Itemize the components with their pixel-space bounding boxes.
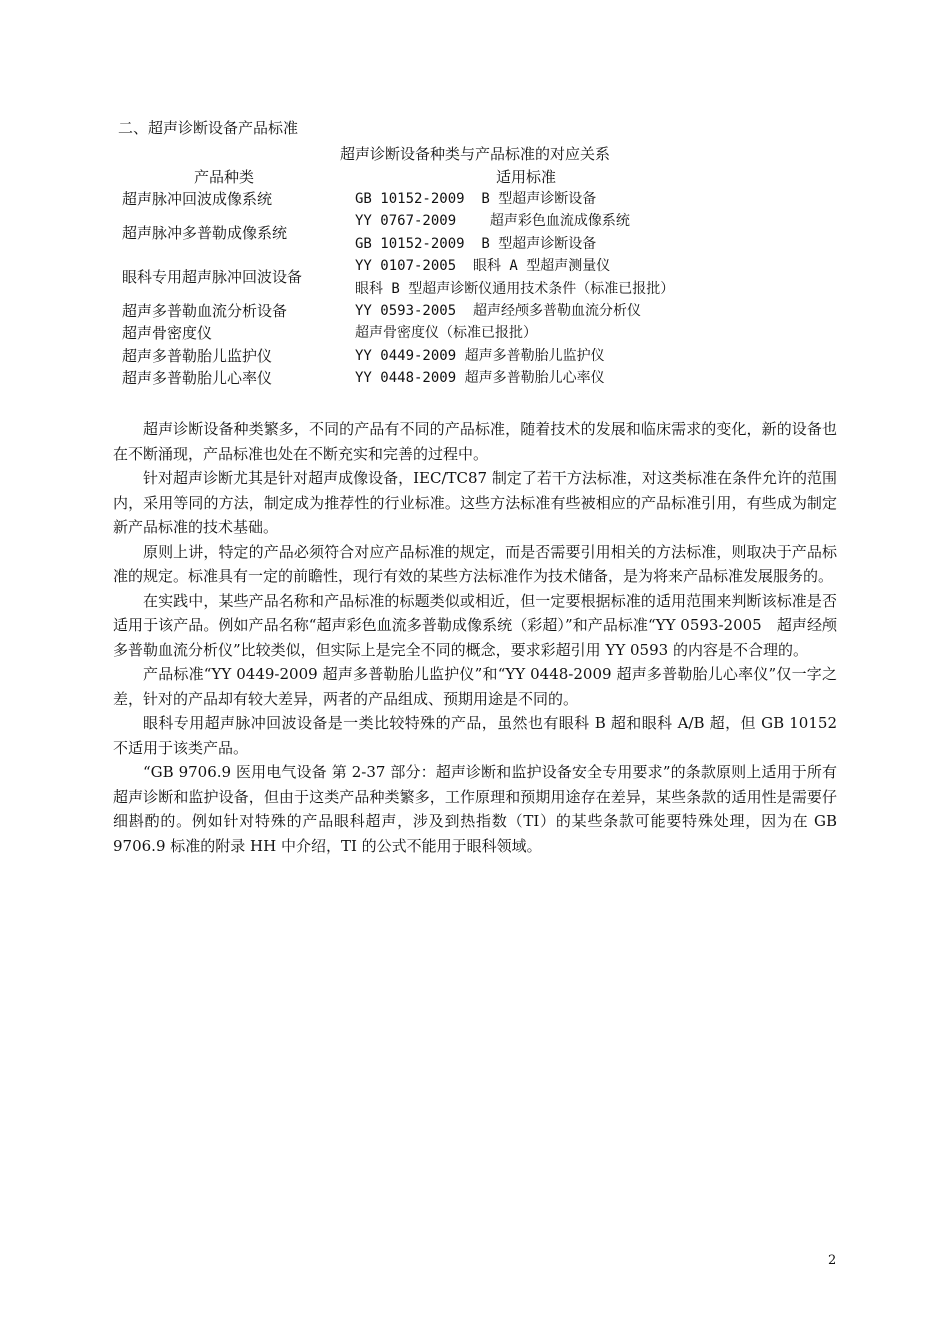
standard-line: YY 0448-2009 超声多普勒胎儿心率仪: [355, 370, 605, 387]
body-paragraph: 原则上讲，特定的产品必须符合对应产品标准的规定，而是否需要引用相关的方法标准，则取决于产品标准的规定。标准具有一定的前瞻性，现行有效的某些方法标准作为技术储备，是为将来产品标准发展服务的。: [113, 542, 837, 585]
table-header-row: [118, 166, 838, 188]
standard-cell: [355, 345, 605, 367]
header-applicable-standard: 适用标准: [496, 168, 557, 186]
standard-line: YY 0767-2009 超声彩色血流成像系统: [355, 213, 630, 230]
table-row: [118, 367, 838, 389]
standard-cell: [355, 367, 605, 389]
section-heading: 二、超声诊断设备产品标准: [118, 119, 299, 137]
standard-cell: [355, 322, 537, 344]
table-row: [118, 300, 838, 322]
body-text: [113, 417, 837, 858]
body-paragraph: 超声诊断设备种类繁多，不同的产品有不同的产品标准，随着技术的发展和临床需求的变化，新的设备也在不断涌现，产品标准也处在不断充实和完善的过程中。: [113, 420, 837, 463]
table-row: [118, 210, 838, 255]
body-paragraph: “GB 9706.9 医用电气设备 第 2-37 部分：超声诊断和监护设备安全专用要求”的条款原则上适用于所有超声诊断和监护设备，但由于这类产品种类繁多，工作原理和预期用途存在差异，某些条款的适用性是需要仔细斟酌的。例如针对特殊的产品眼科超声，涉及到热指数（TI）的某些条款可能要特殊处理，因为在 GB 9706.9 标准的附录 HH 中介绍，TI 的公式不能用于眼科领域。: [113, 763, 837, 855]
product-type-cell: 超声多普勒胎儿心率仪: [122, 369, 273, 388]
standard-line: 超声骨密度仪（标准已报批）: [355, 325, 537, 342]
header-product-type: 产品种类: [194, 168, 255, 186]
body-paragraph: 针对超声诊断尤其是针对超声成像设备，IEC/TC87 制定了若干方法标准，对这类标准在条件允许的范围内，采用等同的方法，制定成为推荐性的行业标准。这些方法标准有些被相应的产品标准引用，有些成为制定新产品标准的技术基础。: [113, 469, 837, 536]
standard-cell: [355, 210, 630, 255]
table-title: 超声诊断设备种类与产品标准的对应关系: [339, 145, 610, 163]
standard-line: GB 10152-2009 B 型超声诊断设备: [355, 191, 597, 207]
standard-cell: [355, 300, 641, 322]
standard-cell: [355, 188, 596, 210]
table-row: [118, 345, 838, 367]
page-number: 2: [828, 1253, 837, 1268]
standard-line: GB 10152-2009 B 型超声诊断设备: [355, 235, 597, 252]
table-body: [118, 188, 838, 390]
standard-line: 眼科 B 型超声诊断仪通用技术条件（标准已报批）: [355, 280, 675, 297]
product-type-cell: 超声多普勒胎儿监护仪: [122, 346, 273, 365]
standard-cell: [355, 255, 674, 300]
body-paragraph: 产品标准“YY 0449-2009 超声多普勒胎儿监护仪”和“YY 0448-2009 超声多普勒胎儿心率仪”仅一字之差，针对的产品却有较大差异，两者的产品组成、预期用途是不同的。: [113, 665, 837, 708]
table-row: [118, 188, 838, 210]
product-type-cell: 超声脉冲回波成像系统: [122, 190, 273, 208]
table-row: [118, 322, 838, 344]
product-type-cell: 超声骨密度仪: [122, 324, 213, 343]
standard-line: YY 0107-2005 眼科 A 型超声测量仪: [355, 258, 611, 275]
standards-table: [118, 166, 838, 390]
body-paragraph: 在实践中，某些产品名称和产品标准的标题类似或相近，但一定要根据标准的适用范围来判断该标准是否适用于该产品。例如产品名称“超声彩色血流多普勒成像系统（彩超）”和产品标准“YY 0593-2005 超声经颅多普勒血流分析仪”比较类似，但实际上是完全不同的概念，要求彩超引用 YY 0593 的内容是不合理的。: [113, 591, 837, 659]
body-paragraph: 眼科专用超声脉冲回波设备是一类比较特殊的产品，虽然也有眼科 B 超和眼科 A/B 超，但 GB 10152 不适用于该类产品。: [113, 714, 837, 757]
product-type-cell: 超声多普勒血流分析设备: [122, 301, 288, 320]
product-type-cell: 超声脉冲多普勒成像系统: [122, 223, 288, 242]
table-row: [118, 255, 838, 300]
product-type-cell: 眼科专用超声脉冲回波设备: [122, 268, 303, 287]
standard-line: YY 0593-2005 超声经颅多普勒血流分析仪: [355, 302, 642, 319]
standard-line: YY 0449-2009 超声多普勒胎儿监护仪: [355, 347, 605, 364]
